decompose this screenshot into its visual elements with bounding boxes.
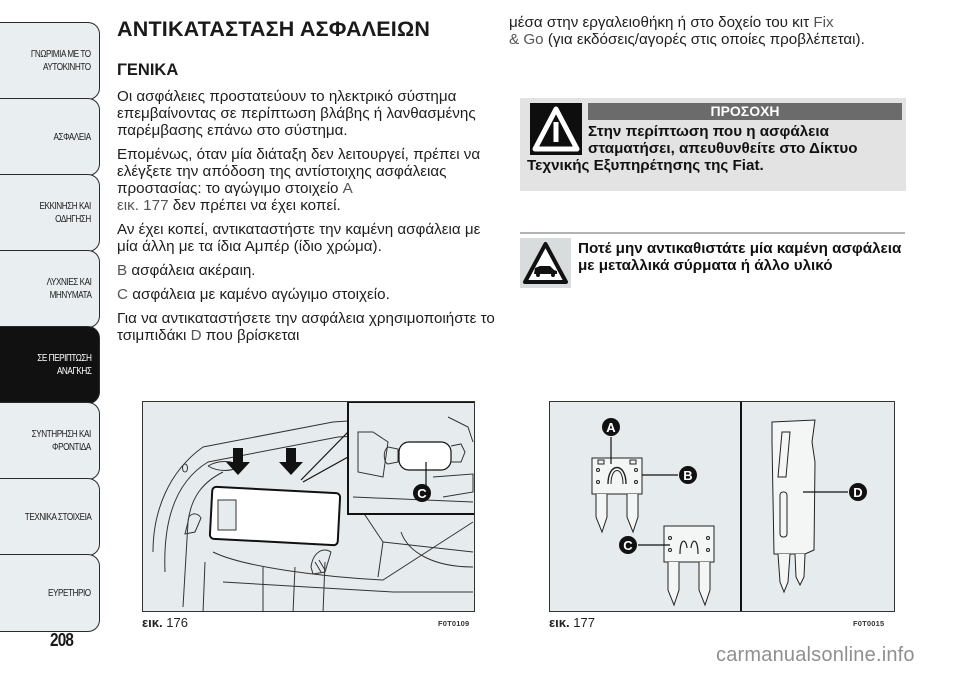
tab-label: ΑΥΤΟΚΙΝΗΤΟ (43, 61, 91, 73)
divider (520, 232, 905, 234)
tab-label: ΤΕΧΝΙΚΑ ΣΤΟΙΧΕΙΑ (24, 510, 91, 523)
tab-label: ΑΣΦΑΛΕΙΑ (53, 130, 91, 143)
section-heading: ΓΕΝΙΚΑ (117, 61, 179, 79)
caution-text: Ποτέ μην αντικαθιστάτε μία καμένη ασφάλεια με μεταλλικά σύρματα ή άλλο υλικό (578, 240, 902, 274)
left-column (117, 16, 497, 351)
text: ασφάλεια με καμένο αγώγιμο στοιχείο. (127, 286, 390, 303)
ref-letter-c: C (117, 286, 128, 303)
paragraph-intro: Οι ασφάλειες προστατεύουν το ηλεκτρικό σύστημα επεμβαίνοντας σε περίπτωση βλάβης ή λανθασμένης παρέμβασης επάνω στο σύστημα. (117, 88, 476, 139)
tab-label: ΣΥΝΤΗΡΗΣΗ ΚΑΙ (31, 428, 91, 440)
tab-label: ΛΥΧΝΙΕΣ ΚΑΙ (46, 276, 91, 288)
tab-label: ΜΗΝΥΜΑΤΑ (49, 289, 91, 301)
tab-label: ΦΡΟΝΤΙΔΑ (52, 441, 91, 453)
tab-maintenance-and-care[interactable] (0, 402, 100, 480)
right-column (509, 14, 907, 55)
ref-letter-a: A (342, 180, 353, 197)
paragraph-check-fuse (117, 146, 497, 214)
ref-letter-b: B (117, 262, 128, 279)
tab-label: ΓΝΩΡΙΜΙΑ ΜΕ ΤΟ (31, 48, 91, 60)
svg-text:C: C (623, 538, 633, 553)
tab-safety[interactable] (0, 98, 100, 176)
tab-label: ΕΚΚΙΝΗΣΗ ΚΑΙ (39, 200, 91, 212)
paragraph-tweezers (117, 310, 497, 344)
ref-letter-d: D (190, 327, 202, 344)
attention-text: Στην περίπτωση που η ασφάλεια σταματήσει, απευθυνθείτε στο Δίκτυο (588, 123, 858, 157)
page-number: 208 (50, 630, 74, 650)
figure-177-fuses (549, 401, 895, 612)
tab-label: ΕΥΡΕΤΗΡΙΟ (48, 586, 91, 599)
paragraph-replace: Αν έχει κοπεί, αντικαταστήστε την καμένη ασφάλεια με μία άλλη με τα ίδια Αμπέρ (ίδιο χρώμα). (117, 221, 481, 255)
tab-label: ΣΕ ΠΕΡΙΠΤΩΣΗ (36, 352, 91, 364)
paragraph-fuse-c (117, 286, 497, 303)
paragraph-toolbox (509, 14, 907, 48)
tab-label: ΟΔΗΓΗΣΗ (55, 213, 91, 225)
tab-label: ΑΝΑΓΚΗΣ (56, 365, 91, 377)
tab-starting-and-driving[interactable] (0, 174, 100, 252)
svg-text:B: B (683, 468, 693, 483)
fix-and-go-label: Fix (813, 14, 834, 31)
text: δεν πρέπει να έχει κοπεί. (168, 197, 341, 214)
svg-text:A: A (606, 420, 616, 435)
figure-176-code: F0T0109 (438, 619, 470, 628)
tab-getting-to-know-the-car[interactable] (0, 22, 100, 100)
figure-ref[interactable]: εικ. 177 (117, 197, 169, 214)
tab-in-an-emergency[interactable] (0, 326, 100, 404)
figure-176-glovebox (142, 401, 475, 612)
watermark: carmanualsonline.info (716, 644, 915, 666)
tab-index[interactable] (0, 554, 100, 632)
text: (για εκδόσεις/αγορές στις οποίες προβλέπεται). (543, 31, 865, 48)
attention-header: ΠΡΟΣΟΧΗ (588, 103, 902, 120)
car-hazard-icon (520, 238, 571, 288)
warning-triangle-icon (530, 103, 582, 155)
paragraph-fuse-b (117, 262, 497, 279)
text: μέσα στην εργαλειοθήκη ή στο δοχείο του κιτ (509, 14, 814, 31)
figure-177-code: F0T0015 (853, 619, 885, 628)
text: ασφάλεια ακέραιη. (127, 262, 256, 279)
fix-and-go-label: & Go (509, 31, 544, 48)
attention-text-last: Τεχνικής Εξυπηρέτησης της Fiat. (527, 157, 764, 174)
tab-warning-lights-and-messages[interactable] (0, 250, 100, 328)
svg-text:D: D (853, 485, 863, 500)
svg-text:C: C (417, 486, 427, 501)
caption-number: 177 (573, 615, 595, 630)
text: Επομένως, όταν μία διάταξη δεν λειτουργεί, πρέπει να ελέγξετε την απόδοση της αντίστοιχης ασφάλειας προστασίας: το αγώγιμο στοιχείο (117, 146, 481, 197)
page-title: ΑΝΤΙΚΑΤΑΣΤΑΣΗ ΑΣΦΑΛΕΙΩΝ (117, 17, 431, 41)
tab-technical-specifications[interactable] (0, 478, 100, 556)
text: που βρίσκεται (201, 327, 300, 344)
attention-box (520, 98, 906, 191)
caption-prefix: εικ. (142, 615, 163, 630)
caption-number: 176 (166, 615, 188, 630)
text: Για να αντικαταστήσετε την ασφάλεια χρησιμοποιήστε το τσιμπιδάκι (117, 310, 495, 344)
figure-177-caption (549, 615, 595, 630)
caption-prefix: εικ. (549, 615, 570, 630)
figure-176-caption (142, 615, 188, 630)
